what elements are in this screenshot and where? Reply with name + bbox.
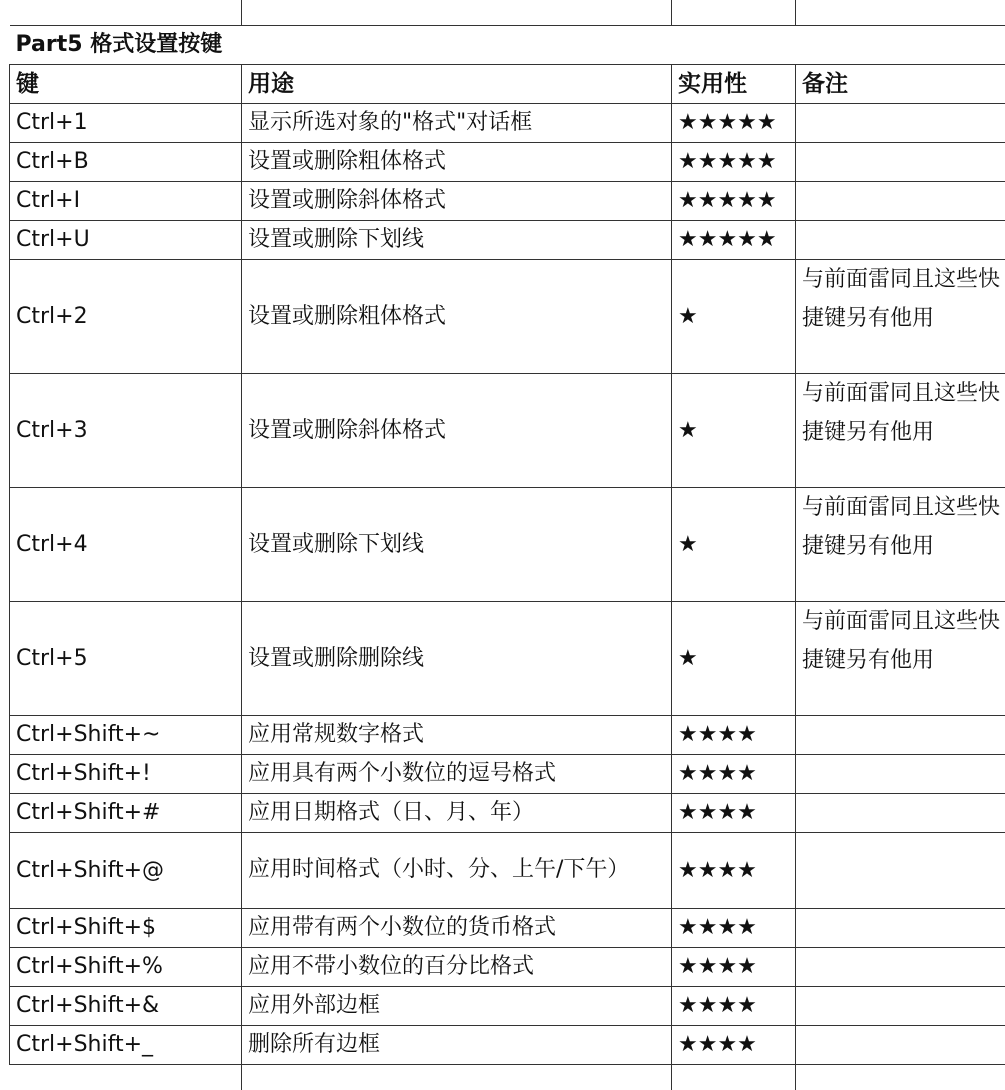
use-cell[interactable]: 应用具有两个小数位的逗号格式 xyxy=(242,755,672,794)
key-cell[interactable]: Ctrl+Shift+% xyxy=(10,948,242,987)
shortcut-table xyxy=(9,0,1005,1090)
rating-cell[interactable]: ★★★★ xyxy=(672,948,796,987)
use-cell[interactable]: 应用外部边框 xyxy=(242,987,672,1026)
key-cell[interactable]: Ctrl+4 xyxy=(10,488,242,602)
rating-cell[interactable]: ★★★★ xyxy=(672,794,796,833)
use-cell[interactable]: 应用不带小数位的百分比格式 xyxy=(242,948,672,987)
rating-cell[interactable]: ★★★★★ xyxy=(672,104,796,143)
use-cell[interactable]: 应用日期格式（日、月、年） xyxy=(242,794,672,833)
key-cell[interactable]: Ctrl+Shift+& xyxy=(10,987,242,1026)
key-cell[interactable]: Ctrl+2 xyxy=(10,260,242,374)
cell[interactable] xyxy=(242,0,672,26)
use-cell[interactable]: 设置或删除斜体格式 xyxy=(242,182,672,221)
table-row xyxy=(10,716,1005,755)
rating-cell[interactable]: ★★★★★ xyxy=(672,143,796,182)
key-cell[interactable]: Ctrl+I xyxy=(10,182,242,221)
table-row xyxy=(10,182,1005,221)
partial-row-bottom xyxy=(10,1065,1005,1090)
cell[interactable] xyxy=(796,0,1005,26)
header-rating[interactable]: 实用性 xyxy=(672,65,796,104)
rating-cell[interactable]: ★★★★ xyxy=(672,987,796,1026)
table-row xyxy=(10,488,1005,602)
use-cell[interactable]: 设置或删除粗体格式 xyxy=(242,143,672,182)
cell[interactable] xyxy=(672,1065,796,1090)
use-cell[interactable]: 设置或删除斜体格式 xyxy=(242,374,672,488)
note-cell[interactable] xyxy=(796,909,1005,948)
cell[interactable] xyxy=(242,1065,672,1090)
section-title[interactable]: Part5 格式设置按键 xyxy=(10,26,1005,65)
partial-row-top xyxy=(10,0,1005,26)
rating-cell[interactable]: ★★★★★ xyxy=(672,221,796,260)
rating-cell[interactable]: ★★★★ xyxy=(672,716,796,755)
note-cell[interactable] xyxy=(796,755,1005,794)
cell[interactable] xyxy=(796,1065,1005,1090)
use-cell[interactable]: 删除所有边框 xyxy=(242,1026,672,1065)
rating-cell[interactable]: ★★★★★ xyxy=(672,182,796,221)
table-row xyxy=(10,221,1005,260)
note-cell[interactable] xyxy=(796,221,1005,260)
note-cell[interactable] xyxy=(796,104,1005,143)
note-cell[interactable]: 与前面雷同且这些快捷键另有他用 xyxy=(796,602,1005,716)
use-cell[interactable]: 设置或删除粗体格式 xyxy=(242,260,672,374)
header-use[interactable]: 用途 xyxy=(242,65,672,104)
table-row xyxy=(10,1026,1005,1065)
table-row xyxy=(10,260,1005,374)
rating-cell[interactable]: ★ xyxy=(672,374,796,488)
use-cell[interactable]: 设置或删除下划线 xyxy=(242,221,672,260)
use-cell[interactable]: 应用时间格式（小时、分、上午/下午） xyxy=(242,833,672,909)
note-cell[interactable] xyxy=(796,794,1005,833)
key-cell[interactable]: Ctrl+B xyxy=(10,143,242,182)
rating-cell[interactable]: ★ xyxy=(672,602,796,716)
rating-cell[interactable]: ★ xyxy=(672,260,796,374)
key-cell[interactable]: Ctrl+3 xyxy=(10,374,242,488)
table-row xyxy=(10,833,1005,909)
header-row xyxy=(10,65,1005,104)
note-cell[interactable] xyxy=(796,833,1005,909)
note-cell[interactable] xyxy=(796,716,1005,755)
cell[interactable] xyxy=(10,0,242,26)
note-cell[interactable] xyxy=(796,948,1005,987)
table-row xyxy=(10,143,1005,182)
rating-cell[interactable]: ★★★★ xyxy=(672,1026,796,1065)
use-cell[interactable]: 应用带有两个小数位的货币格式 xyxy=(242,909,672,948)
table-row xyxy=(10,948,1005,987)
note-cell[interactable] xyxy=(796,1026,1005,1065)
table-row xyxy=(10,602,1005,716)
note-cell[interactable] xyxy=(796,143,1005,182)
key-cell[interactable]: Ctrl+5 xyxy=(10,602,242,716)
rating-cell[interactable]: ★★★★ xyxy=(672,833,796,909)
table-row xyxy=(10,755,1005,794)
key-cell[interactable]: Ctrl+Shift+# xyxy=(10,794,242,833)
cell[interactable] xyxy=(672,0,796,26)
use-cell[interactable]: 设置或删除下划线 xyxy=(242,488,672,602)
note-cell[interactable] xyxy=(796,987,1005,1026)
key-cell[interactable]: Ctrl+Shift+_ xyxy=(10,1026,242,1065)
section-title-row xyxy=(10,26,1005,65)
rating-cell[interactable]: ★★★★ xyxy=(672,909,796,948)
key-cell[interactable]: Ctrl+Shift+$ xyxy=(10,909,242,948)
rating-cell[interactable]: ★★★★ xyxy=(672,755,796,794)
note-cell[interactable]: 与前面雷同且这些快捷键另有他用 xyxy=(796,260,1005,374)
table-row xyxy=(10,987,1005,1026)
key-cell[interactable]: Ctrl+1 xyxy=(10,104,242,143)
note-cell[interactable]: 与前面雷同且这些快捷键另有他用 xyxy=(796,488,1005,602)
note-cell[interactable] xyxy=(796,182,1005,221)
header-note[interactable]: 备注 xyxy=(796,65,1005,104)
use-cell[interactable]: 应用常规数字格式 xyxy=(242,716,672,755)
table-row xyxy=(10,104,1005,143)
key-cell[interactable]: Ctrl+Shift+~ xyxy=(10,716,242,755)
table-row xyxy=(10,909,1005,948)
table-row xyxy=(10,794,1005,833)
header-key[interactable]: 键 xyxy=(10,65,242,104)
table-row xyxy=(10,374,1005,488)
use-cell[interactable]: 设置或删除删除线 xyxy=(242,602,672,716)
use-cell[interactable]: 显示所选对象的"格式"对话框 xyxy=(242,104,672,143)
key-cell[interactable]: Ctrl+U xyxy=(10,221,242,260)
rating-cell[interactable]: ★ xyxy=(672,488,796,602)
cell[interactable] xyxy=(10,1065,242,1090)
note-cell[interactable]: 与前面雷同且这些快捷键另有他用 xyxy=(796,374,1005,488)
key-cell[interactable]: Ctrl+Shift+@ xyxy=(10,833,242,909)
key-cell[interactable]: Ctrl+Shift+! xyxy=(10,755,242,794)
